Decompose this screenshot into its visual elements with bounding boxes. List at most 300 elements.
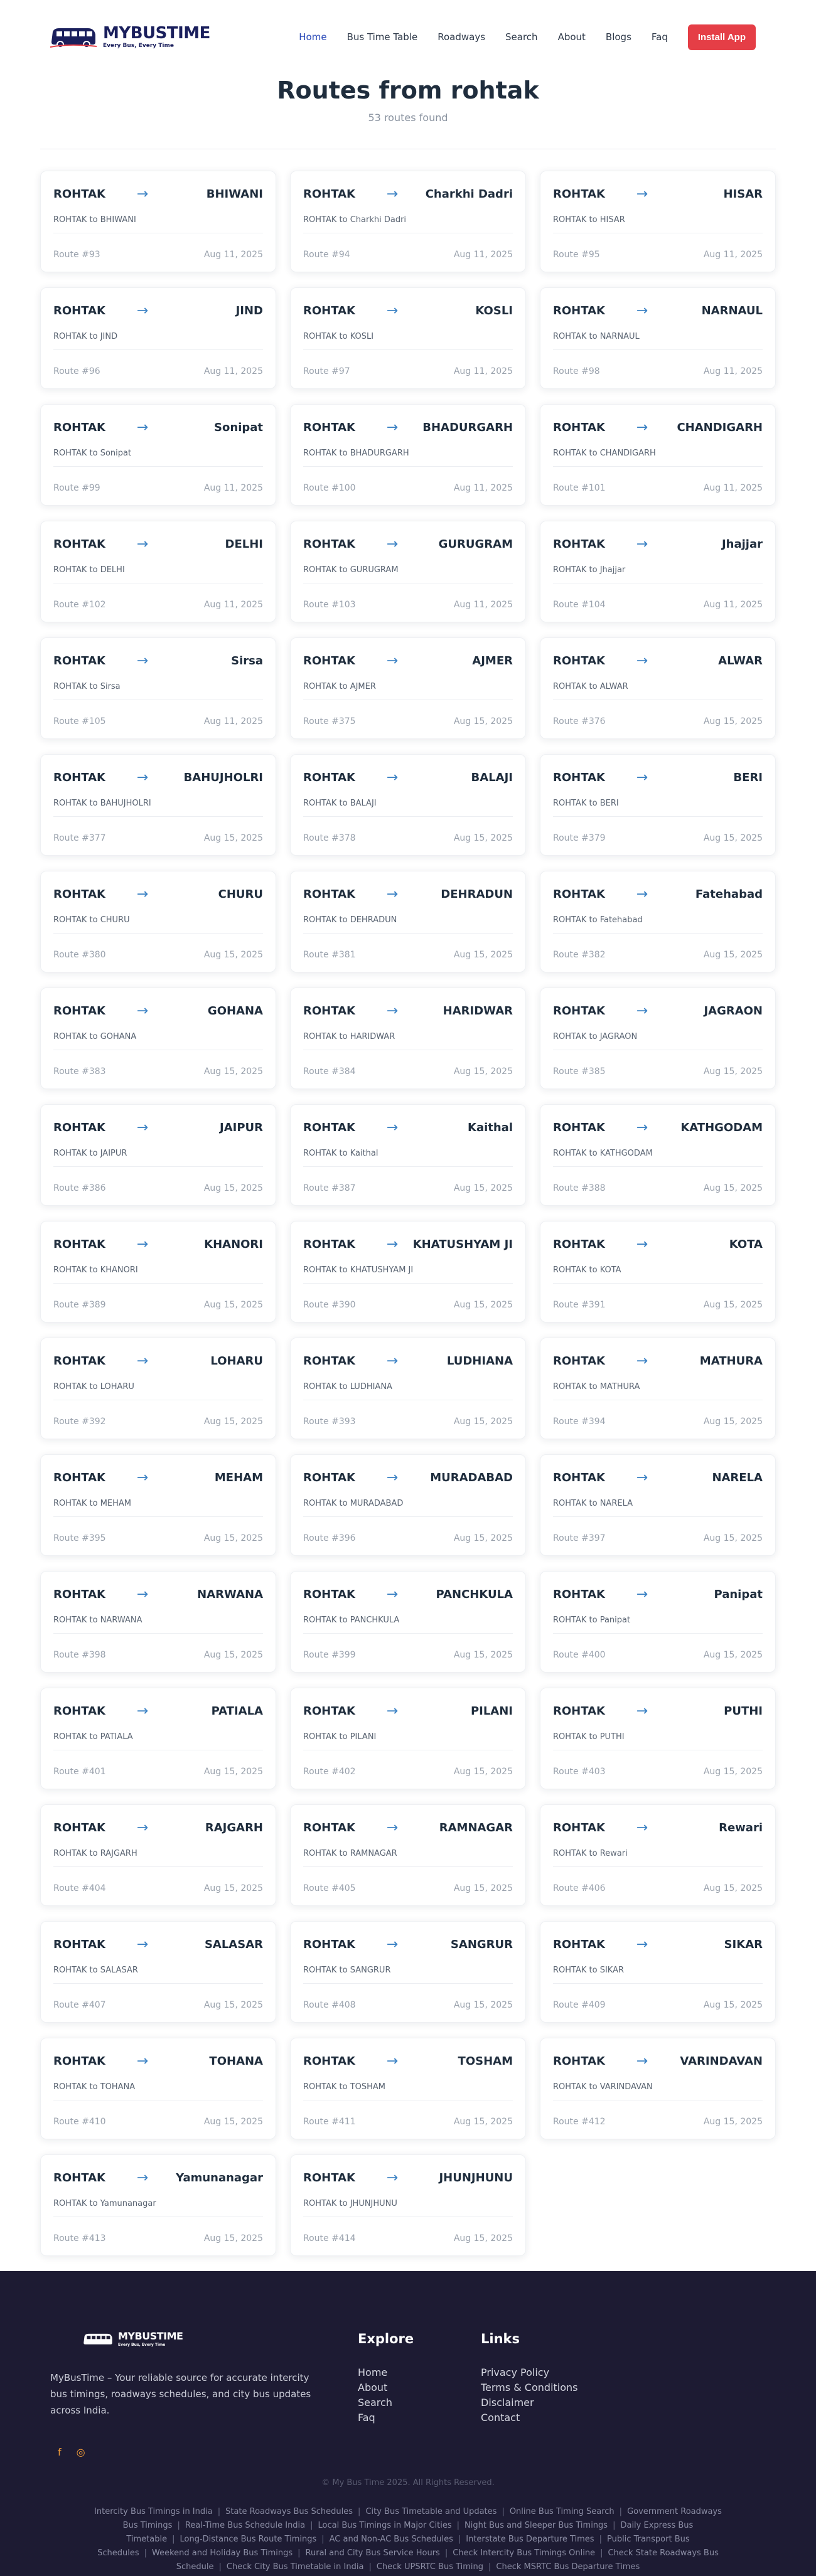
route-description: ROHTAK to NARWANA — [53, 1615, 263, 1634]
route-card[interactable] — [40, 1804, 276, 1906]
route-date: Aug 11, 2025 — [453, 250, 513, 260]
route-date: Aug 15, 2025 — [453, 2233, 513, 2243]
route-destination: CHANDIGARH — [677, 420, 763, 434]
seo-link[interactable]: Intercity Bus Timings in India — [94, 2507, 213, 2516]
route-date: Aug 11, 2025 — [703, 366, 763, 376]
route-destination: Jhajjar — [721, 537, 763, 551]
arrow-right-icon: → — [636, 1586, 648, 1602]
route-description: ROHTAK to Rewari — [553, 1849, 763, 1867]
route-destination: BALAJI — [471, 770, 513, 784]
route-meta — [53, 483, 263, 493]
route-date: Aug 11, 2025 — [203, 716, 263, 726]
route-origin: ROHTAK — [303, 420, 355, 434]
route-description: ROHTAK to DELHI — [53, 565, 263, 583]
route-card[interactable] — [540, 1571, 776, 1673]
route-card[interactable] — [290, 521, 526, 622]
route-meta — [53, 1533, 263, 1543]
route-destination: BHADURGARH — [422, 420, 513, 434]
route-card[interactable] — [40, 1221, 276, 1323]
arrow-right-icon: → — [636, 1703, 648, 1719]
route-card[interactable] — [40, 1688, 276, 1789]
route-date: Aug 15, 2025 — [203, 833, 263, 843]
route-card[interactable] — [290, 1338, 526, 1439]
route-description: ROHTAK to BAHUJHOLRI — [53, 799, 263, 817]
route-card[interactable] — [540, 287, 776, 389]
seo-link[interactable]: Rural and City Bus Service Hours — [305, 2548, 440, 2558]
route-meta — [53, 1417, 263, 1427]
route-date: Aug 15, 2025 — [703, 1883, 763, 1893]
route-origin: ROHTAK — [553, 654, 605, 668]
route-date: Aug 15, 2025 — [453, 1183, 513, 1193]
route-description: ROHTAK to BERI — [553, 799, 763, 817]
arrow-right-icon: → — [136, 2169, 149, 2186]
route-meta — [53, 1300, 263, 1310]
seo-link[interactable]: Check Intercity Bus Timings Online — [453, 2548, 596, 2558]
footer-explore — [358, 2331, 481, 2458]
route-card[interactable] — [40, 754, 276, 856]
route-destination: HISAR — [723, 187, 763, 201]
route-date: Aug 15, 2025 — [203, 2117, 263, 2127]
route-date: Aug 11, 2025 — [703, 600, 763, 610]
route-header — [553, 1587, 763, 1602]
route-date: Aug 11, 2025 — [203, 600, 263, 610]
separator: | — [218, 2562, 222, 2572]
route-header — [553, 1003, 763, 1018]
footer-brand-tagline: Every Bus, Every Time — [118, 2343, 166, 2347]
route-id: Route #388 — [553, 1183, 606, 1193]
route-date: Aug 15, 2025 — [203, 1767, 263, 1777]
route-card[interactable] — [540, 1688, 776, 1789]
route-header — [553, 420, 763, 435]
route-origin: ROHTAK — [53, 187, 105, 201]
route-card[interactable] — [540, 754, 776, 856]
seo-link[interactable]: Daily Express Bus Timetable — [126, 2521, 694, 2544]
route-origin: ROHTAK — [53, 2171, 105, 2185]
route-card[interactable] — [290, 1921, 526, 2023]
route-meta — [303, 1883, 513, 1893]
route-card[interactable] — [290, 1454, 526, 1556]
footer-logo[interactable] — [83, 2331, 358, 2347]
route-card[interactable] — [540, 1221, 776, 1323]
route-card[interactable] — [290, 754, 526, 856]
route-date: Aug 11, 2025 — [203, 250, 263, 260]
route-meta — [53, 2000, 263, 2010]
footer-link-search[interactable]: Search — [358, 2397, 392, 2408]
route-description: ROHTAK to Panipat — [553, 1615, 763, 1634]
arrow-right-icon: → — [636, 1119, 648, 1136]
route-header — [53, 653, 263, 668]
route-date: Aug 15, 2025 — [703, 833, 763, 843]
arrow-right-icon: → — [386, 2169, 399, 2186]
route-id: Route #396 — [303, 1533, 356, 1543]
route-card[interactable] — [40, 637, 276, 739]
route-header — [553, 303, 763, 318]
main-nav — [299, 24, 756, 50]
route-header — [553, 1120, 763, 1135]
route-header — [303, 2170, 513, 2185]
route-card[interactable] — [40, 404, 276, 506]
footer-link-privacy[interactable]: Privacy Policy — [481, 2366, 550, 2378]
arrow-right-icon: → — [136, 1353, 149, 1369]
nav-about[interactable]: About — [557, 31, 586, 43]
seo-link[interactable]: Check City Bus Timetable in India — [226, 2562, 364, 2572]
page-title: Routes from rohtak — [277, 77, 539, 104]
route-card[interactable] — [40, 1104, 276, 1206]
seo-link[interactable]: Check MSRTC Bus Departure Times — [496, 2562, 640, 2572]
route-origin: ROHTAK — [553, 1821, 605, 1834]
instagram-icon[interactable]: ◎ — [76, 2446, 85, 2458]
route-header — [53, 1937, 263, 1952]
nav-search[interactable]: Search — [505, 31, 538, 43]
route-meta — [553, 1533, 763, 1543]
route-date: Aug 15, 2025 — [703, 1650, 763, 1660]
facebook-icon[interactable]: f — [58, 2446, 62, 2458]
route-id: Route #398 — [53, 1650, 106, 1660]
route-card[interactable] — [40, 1921, 276, 2023]
route-destination: NARWANA — [197, 1587, 263, 1601]
arrow-right-icon: → — [136, 652, 149, 669]
brand-text — [103, 25, 210, 49]
route-card[interactable] — [40, 287, 276, 389]
route-description: ROHTAK to RAMNAGAR — [303, 1849, 513, 1867]
route-origin: ROHTAK — [53, 1821, 105, 1834]
seo-link[interactable]: City Bus Timetable and Updates — [365, 2507, 497, 2516]
route-card[interactable] — [290, 1104, 526, 1206]
separator: | — [488, 2562, 491, 2572]
route-id: Route #403 — [553, 1767, 606, 1777]
route-description: ROHTAK to RAJGARH — [53, 1849, 263, 1867]
route-destination: BHIWANI — [206, 187, 263, 201]
route-id: Route #408 — [303, 2000, 356, 2010]
route-card[interactable] — [540, 1338, 776, 1439]
route-description: ROHTAK to MATHURA — [553, 1382, 763, 1400]
route-id: Route #105 — [53, 716, 106, 726]
route-card[interactable] — [290, 1804, 526, 1906]
route-description: ROHTAK to Kaithal — [303, 1149, 513, 1167]
route-card[interactable] — [40, 987, 276, 1089]
route-origin: ROHTAK — [303, 304, 355, 317]
seo-link[interactable]: State Roadways Bus Schedules — [225, 2507, 353, 2516]
route-destination: MATHURA — [699, 1354, 763, 1368]
route-card[interactable] — [290, 1571, 526, 1673]
route-card[interactable] — [40, 1571, 276, 1673]
route-origin: ROHTAK — [553, 1937, 605, 1951]
route-date: Aug 11, 2025 — [453, 600, 513, 610]
nav-bus-time-table[interactable]: Bus Time Table — [346, 31, 418, 43]
route-destination: PANCHKULA — [436, 1587, 513, 1601]
route-description: ROHTAK to ALWAR — [553, 682, 763, 700]
route-header — [53, 2170, 263, 2185]
route-description: ROHTAK to KOSLI — [303, 332, 513, 350]
arrow-right-icon: → — [636, 302, 648, 319]
separator: | — [613, 2521, 616, 2530]
route-header — [553, 886, 763, 902]
route-destination: Charkhi Dadri — [425, 187, 513, 201]
route-id: Route #413 — [53, 2233, 106, 2243]
route-header — [53, 536, 263, 551]
install-app-button[interactable]: Install App — [688, 24, 756, 50]
route-destination: RAMNAGAR — [439, 1821, 513, 1834]
route-origin: ROHTAK — [553, 537, 605, 551]
route-meta — [53, 250, 263, 260]
route-destination: JAIPUR — [220, 1120, 263, 1134]
arrow-right-icon: → — [136, 886, 149, 902]
route-destination: CHURU — [218, 887, 263, 901]
arrow-right-icon: → — [636, 1003, 648, 1019]
copyright: © My Bus Time 2025. All Rights Reserved. — [321, 2478, 495, 2488]
separator: | — [458, 2535, 461, 2544]
arrow-right-icon: → — [636, 886, 648, 902]
route-card[interactable] — [40, 1338, 276, 1439]
route-date: Aug 15, 2025 — [453, 2117, 513, 2127]
route-description: ROHTAK to Sirsa — [53, 682, 263, 700]
route-card[interactable] — [290, 1688, 526, 1789]
route-header — [303, 2053, 513, 2068]
seo-link[interactable]: Check UPSRTC Bus Timing — [376, 2562, 484, 2572]
route-date: Aug 15, 2025 — [703, 1533, 763, 1543]
route-card[interactable] — [540, 1104, 776, 1206]
route-card[interactable] — [540, 871, 776, 972]
route-card[interactable] — [290, 637, 526, 739]
brand-name: MYBUSTIME — [103, 24, 210, 43]
brand-tagline: Every Bus, Every Time — [103, 43, 174, 49]
route-date: Aug 15, 2025 — [453, 833, 513, 843]
route-destination: GURUGRAM — [438, 537, 513, 551]
route-date: Aug 15, 2025 — [203, 1183, 263, 1193]
seo-link[interactable]: Interstate Bus Departure Times — [466, 2535, 594, 2544]
route-destination: TOHANA — [209, 2054, 263, 2068]
route-card[interactable] — [540, 2038, 776, 2139]
route-meta — [303, 1650, 513, 1660]
brand-logo[interactable] — [50, 25, 210, 49]
route-id: Route #385 — [553, 1067, 606, 1077]
route-meta — [553, 1300, 763, 1310]
arrow-right-icon: → — [636, 419, 648, 435]
separator: | — [619, 2507, 623, 2516]
route-date: Aug 15, 2025 — [453, 1067, 513, 1077]
separator: | — [177, 2521, 180, 2530]
arrow-right-icon: → — [386, 1703, 399, 1719]
route-card[interactable] — [290, 987, 526, 1089]
route-card[interactable] — [40, 171, 276, 272]
seo-link[interactable]: Weekend and Holiday Bus Timings — [152, 2548, 293, 2558]
seo-link[interactable]: Online Bus Timing Search — [509, 2507, 615, 2516]
route-card[interactable] — [290, 871, 526, 972]
route-header — [553, 1237, 763, 1252]
route-destination: Kaithal — [468, 1120, 513, 1134]
route-id: Route #394 — [553, 1417, 606, 1427]
route-meta — [53, 1883, 263, 1893]
seo-link[interactable]: Local Bus Timings in Major Cities — [318, 2521, 452, 2530]
route-description: ROHTAK to CHANDIGARH — [553, 449, 763, 467]
route-destination: LOHARU — [210, 1354, 263, 1368]
route-description: ROHTAK to SALASAR — [53, 1966, 263, 1984]
route-destination: JAGRAON — [704, 1004, 763, 1018]
nav-roadways[interactable]: Roadways — [438, 31, 486, 43]
route-description: ROHTAK to BALAJI — [303, 799, 513, 817]
route-meta — [53, 366, 263, 376]
route-description: ROHTAK to CHURU — [53, 915, 263, 934]
route-origin: ROHTAK — [303, 1587, 355, 1601]
footer-brand-text — [118, 2331, 183, 2347]
route-date: Aug 15, 2025 — [453, 1300, 513, 1310]
route-id: Route #402 — [303, 1767, 356, 1777]
route-card[interactable] — [540, 1454, 776, 1556]
footer-link-contact[interactable]: Contact — [481, 2412, 520, 2424]
route-origin: ROHTAK — [53, 654, 105, 668]
route-description: ROHTAK to GURUGRAM — [303, 565, 513, 583]
arrow-right-icon: → — [386, 1236, 399, 1252]
footer-link-home[interactable]: Home — [358, 2366, 388, 2378]
route-card[interactable] — [40, 2154, 276, 2256]
route-card[interactable] — [290, 404, 526, 506]
nav-home[interactable]: Home — [299, 31, 327, 43]
bus-logo-icon — [50, 26, 97, 48]
social-links — [58, 2446, 358, 2458]
footer-link-faq[interactable]: Faq — [358, 2412, 375, 2424]
route-id: Route #412 — [553, 2117, 606, 2127]
route-destination: KHATUSHYAM JI — [412, 1237, 513, 1251]
route-id: Route #407 — [53, 2000, 106, 2010]
route-meta — [553, 1183, 763, 1193]
footer-columns — [0, 2331, 816, 2458]
route-destination: Yamunanagar — [176, 2171, 263, 2185]
route-id: Route #98 — [553, 366, 600, 376]
route-card[interactable] — [540, 637, 776, 739]
route-meta — [553, 483, 763, 493]
route-origin: ROHTAK — [303, 770, 355, 784]
route-meta — [53, 1067, 263, 1077]
route-card[interactable] — [40, 521, 276, 622]
route-origin: ROHTAK — [303, 1937, 355, 1951]
route-meta — [553, 2000, 763, 2010]
route-description: ROHTAK to PANCHKULA — [303, 1615, 513, 1634]
route-description: ROHTAK to KOTA — [553, 1265, 763, 1284]
footer-explore-title: Explore — [358, 2331, 414, 2346]
route-description: ROHTAK to JIND — [53, 332, 263, 350]
route-card[interactable] — [40, 2038, 276, 2139]
arrow-right-icon: → — [386, 1819, 399, 1836]
route-header — [53, 1703, 263, 1718]
route-header — [53, 186, 263, 201]
footer-link-about[interactable]: About — [358, 2382, 388, 2393]
seo-link[interactable]: Public Transport Bus Schedules — [97, 2535, 690, 2558]
seo-link[interactable]: Government Roadways Bus Timings — [122, 2507, 722, 2530]
nav-faq[interactable]: Faq — [651, 31, 668, 43]
route-meta — [553, 950, 763, 960]
route-meta — [303, 600, 513, 610]
route-meta — [553, 1883, 763, 1893]
route-destination: PILANI — [470, 1704, 513, 1718]
route-destination: JHUNJHUNU — [439, 2171, 513, 2185]
route-id: Route #101 — [553, 483, 606, 493]
route-date: Aug 11, 2025 — [703, 250, 763, 260]
route-origin: ROHTAK — [53, 537, 105, 551]
route-origin: ROHTAK — [53, 304, 105, 317]
route-card[interactable] — [290, 287, 526, 389]
route-card[interactable] — [290, 171, 526, 272]
route-date: Aug 15, 2025 — [703, 716, 763, 726]
route-card[interactable] — [290, 1221, 526, 1323]
route-id: Route #397 — [553, 1533, 606, 1543]
route-origin: ROHTAK — [303, 187, 355, 201]
route-card[interactable] — [540, 521, 776, 622]
route-date: Aug 15, 2025 — [203, 1417, 263, 1427]
seo-link[interactable]: Long-Distance Bus Route Timings — [180, 2535, 317, 2544]
nav-blogs[interactable]: Blogs — [605, 31, 631, 43]
separator: | — [310, 2521, 313, 2530]
route-meta — [53, 2117, 263, 2127]
route-date: Aug 15, 2025 — [203, 1300, 263, 1310]
route-description: ROHTAK to Yamunanagar — [53, 2199, 263, 2217]
seo-link[interactable]: Check State Roadways Bus Schedule — [176, 2548, 719, 2572]
route-id: Route #393 — [303, 1417, 356, 1427]
route-header — [53, 1237, 263, 1252]
route-destination: SIKAR — [724, 1937, 763, 1951]
seo-link[interactable]: Real-Time Bus Schedule India — [185, 2521, 306, 2530]
route-card[interactable] — [540, 1804, 776, 1906]
route-header — [303, 1237, 513, 1252]
route-card[interactable] — [540, 1921, 776, 2023]
route-card[interactable] — [40, 1454, 276, 1556]
route-header — [53, 1587, 263, 1602]
route-card[interactable] — [540, 171, 776, 272]
arrow-right-icon: → — [136, 1936, 149, 1952]
route-card[interactable] — [290, 2154, 526, 2256]
route-date: Aug 11, 2025 — [453, 483, 513, 493]
route-date: Aug 15, 2025 — [703, 1300, 763, 1310]
route-description: ROHTAK to PUTHI — [553, 1732, 763, 1750]
route-header — [303, 1703, 513, 1718]
route-header — [303, 1470, 513, 1485]
route-description: ROHTAK to NARNAUL — [553, 332, 763, 350]
arrow-right-icon: → — [386, 186, 399, 202]
footer-link-disclaimer[interactable]: Disclaimer — [481, 2397, 534, 2408]
route-meta — [303, 2000, 513, 2010]
route-origin: ROHTAK — [53, 2054, 105, 2068]
route-header — [303, 653, 513, 668]
route-origin: ROHTAK — [303, 1237, 355, 1251]
arrow-right-icon: → — [386, 886, 399, 902]
route-destination: KOSLI — [475, 304, 513, 317]
route-card[interactable] — [540, 404, 776, 506]
footer-link-terms[interactable]: Terms & Conditions — [481, 2382, 578, 2393]
separator: | — [368, 2562, 372, 2572]
route-origin: ROHTAK — [553, 1704, 605, 1718]
route-card[interactable] — [290, 2038, 526, 2139]
route-id: Route #389 — [53, 1300, 106, 1310]
route-description: ROHTAK to AJMER — [303, 682, 513, 700]
separator: | — [321, 2535, 325, 2544]
route-destination: BERI — [733, 770, 763, 784]
arrow-right-icon: → — [136, 1703, 149, 1719]
route-origin: ROHTAK — [53, 770, 105, 784]
route-id: Route #399 — [303, 1650, 356, 1660]
route-id: Route #382 — [553, 950, 606, 960]
seo-link[interactable]: Night Bus and Sleeper Bus Timings — [464, 2521, 608, 2530]
route-card[interactable] — [40, 871, 276, 972]
arrow-right-icon: → — [386, 536, 399, 552]
route-meta — [53, 1183, 263, 1193]
route-date: Aug 15, 2025 — [203, 950, 263, 960]
arrow-right-icon: → — [636, 186, 648, 202]
seo-link[interactable]: AC and Non-AC Bus Schedules — [329, 2535, 453, 2544]
route-date: Aug 11, 2025 — [203, 483, 263, 493]
route-destination: RAJGARH — [205, 1821, 263, 1834]
route-card[interactable] — [540, 987, 776, 1089]
route-header — [303, 303, 513, 318]
route-origin: ROHTAK — [53, 1471, 105, 1484]
